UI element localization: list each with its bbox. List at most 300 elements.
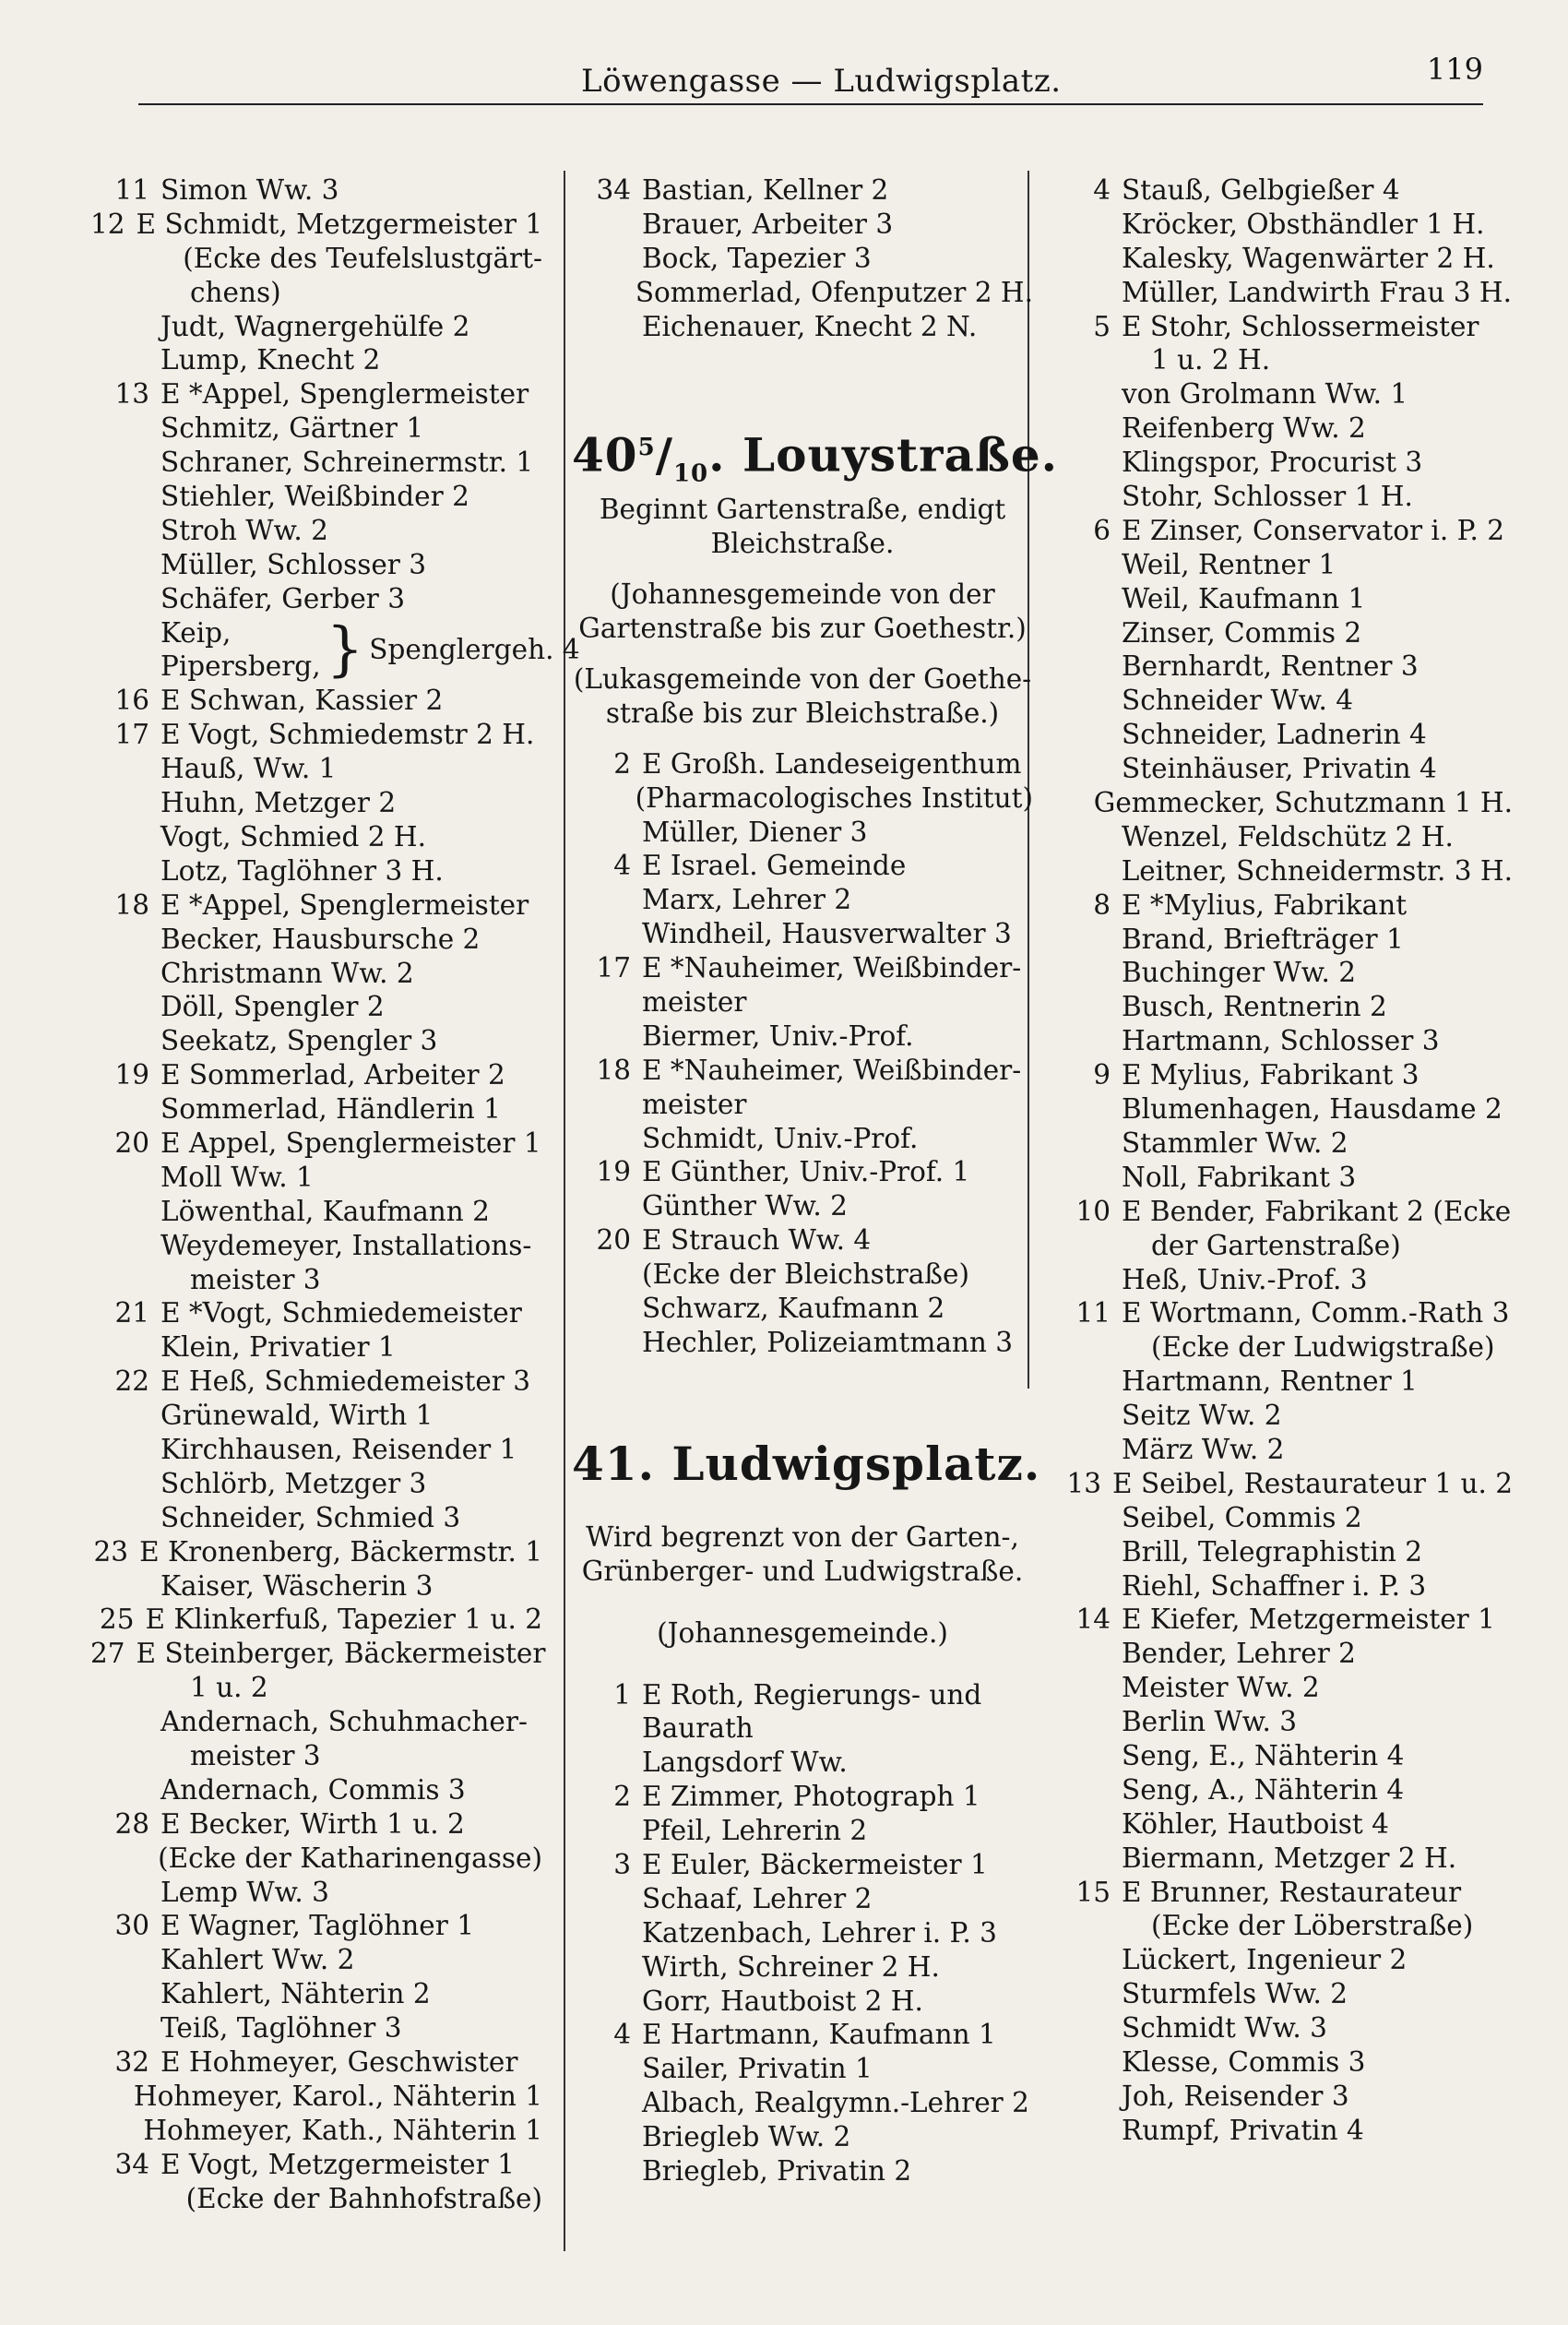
entry-text: E Kronenberg, Bäckermstr. 1 [139, 1535, 542, 1568]
directory-entry [1051, 548, 1513, 582]
directory-entry [572, 1678, 1033, 1712]
directory-entry [90, 990, 542, 1024]
directory-entry [1051, 2011, 1513, 2045]
entry-text: E Zimmer, Photograph 1 [642, 1781, 980, 1813]
directory-entry [1051, 956, 1513, 990]
directory-entry [90, 1195, 542, 1229]
entry-text: E Seibel, Restaurateur 1 u. 2 [1112, 1467, 1513, 1499]
section-41-title: 41. Ludwigsplatz. [572, 1436, 1041, 1491]
directory-entry [572, 951, 1033, 985]
entry-text: Schmidt, Univ.-Prof. [642, 1122, 919, 1154]
entry-text: Weil, Rentner 1 [1122, 548, 1336, 580]
entry-text: Stohr, Schlosser 1 H. [1122, 481, 1413, 513]
directory-entry [1051, 752, 1513, 786]
directory-entry [90, 1909, 542, 1943]
column-3 [1051, 173, 1513, 2148]
entry-text: Löwenthal, Kaufmann 2 [160, 1195, 490, 1227]
entry-text: Hohmeyer, Karol., Nähterin 1 [133, 2080, 542, 2112]
house-number: 3 [613, 1848, 631, 1880]
entry-text: Steinhäuser, Privatin 4 [1122, 753, 1437, 785]
section-40-fraction-denominator: 10 [672, 460, 709, 489]
entry-text: Hauß, Ww. 1 [160, 753, 337, 785]
directory-entry [90, 1229, 542, 1263]
parish-note-line: (Johannesgemeinde von der [610, 578, 995, 611]
directory-entry [1051, 2080, 1513, 2114]
directory-entry [572, 1950, 1033, 1985]
section-40-description [572, 493, 1033, 561]
entry-text: Schäfer, Gerber 3 [160, 582, 406, 614]
directory-entry [90, 1127, 542, 1161]
house-number: 10 [1075, 1195, 1111, 1227]
entry-text: Lemp Ww. 3 [160, 1876, 329, 1908]
directory-entry [1051, 173, 1513, 208]
house-number: 22 [114, 1365, 149, 1398]
entry-text: Müller, Landwirth Frau 3 H. [1122, 276, 1513, 308]
directory-entry [90, 1024, 542, 1058]
directory-entry [1051, 310, 1513, 344]
entry-text: E Zinser, Conservator i. P. 2 [1122, 514, 1505, 546]
directory-entry [1051, 377, 1513, 411]
entry-text: Heß, Univ.-Prof. 3 [1122, 1263, 1368, 1295]
directory-entry [90, 1296, 542, 1330]
entry-text: Windheil, Hausverwalter 3 [642, 918, 1012, 950]
directory-entry [90, 1671, 542, 1705]
directory-entry [572, 849, 1033, 883]
house-number: 11 [1075, 1297, 1111, 1329]
directory-entry [1051, 1637, 1513, 1671]
directory-entry [1051, 2114, 1513, 2148]
entry-text: von Grolmann Ww. 1 [1122, 378, 1408, 411]
column-divider-1 [564, 171, 565, 2251]
house-number: 11 [114, 174, 149, 206]
directory-entry [90, 2148, 542, 2182]
entry-text: Schraner, Schreinermstr. 1 [160, 447, 534, 479]
entry-text: Berlin Ww. 3 [1122, 1706, 1298, 1738]
entry-text: Huhn, Metzger 2 [160, 787, 397, 819]
directory-entry [90, 752, 542, 786]
entry-text: Kaiser, Wäscherin 3 [160, 1569, 434, 1602]
entry-text: (Ecke des Teufelslustgärt- [183, 242, 542, 274]
entry-text: meister [642, 986, 747, 1019]
house-number: 14 [1075, 1604, 1111, 1636]
house-number: 25 [99, 1604, 135, 1636]
house-number: 28 [114, 1807, 149, 1840]
entry-text: Bock, Tapezier 3 [642, 242, 872, 274]
entry-text: E Becker, Wirth 1 u. 2 [160, 1807, 465, 1840]
directory-entry [1051, 1229, 1513, 1263]
house-number: 6 [1093, 514, 1111, 546]
directory-entry [1051, 616, 1513, 650]
entry-text: 1 u. 2 [190, 1672, 268, 1704]
directory-entry [572, 208, 1033, 242]
directory-entry [90, 1330, 542, 1365]
directory-entry [1051, 343, 1513, 377]
entry-text: Klesse, Commis 3 [1122, 2045, 1366, 2078]
entry-text: Seibel, Commis 2 [1122, 1501, 1362, 1533]
entry-text: E Vogt, Metzgermeister 1 [160, 2148, 515, 2180]
directory-entry [90, 343, 542, 377]
parish-note-line: straße bis zur Bleichstraße.) [605, 697, 1000, 729]
section-41-description [572, 1520, 1033, 1589]
entry-text: E Großh. Landeseigenthum [642, 747, 1022, 780]
directory-entry [1051, 1739, 1513, 1773]
house-number: 12 [90, 208, 125, 240]
entry-text: Günther Ww. 2 [642, 1190, 848, 1222]
directory-entry [90, 1807, 542, 1842]
entry-text: Schmidt Ww. 3 [1122, 2012, 1327, 2045]
entry-text: Seng, E., Nähterin 4 [1122, 1739, 1405, 1771]
entry-text: E *Nauheimer, Weißbinder- [642, 952, 1022, 984]
directory-entry [572, 1155, 1033, 1189]
section-description-line: Beginnt Gartenstraße, endigt [599, 494, 1006, 526]
entry-text: Reifenberg Ww. 2 [1122, 412, 1366, 445]
entry-text: Kirchhausen, Reisender 1 [160, 1433, 517, 1465]
entry-text: Klein, Privatier 1 [160, 1331, 396, 1364]
house-number: 4 [613, 850, 631, 882]
column-2-continued-entries [572, 173, 1033, 343]
directory-entry [1051, 1705, 1513, 1739]
entry-text: E Wortmann, Comm.-Rath 3 [1122, 1297, 1510, 1329]
directory-entry [1051, 1671, 1513, 1705]
directory-entry [1051, 1501, 1513, 1535]
entry-text: Döll, Spengler 2 [160, 991, 385, 1023]
entry-text: Schmitz, Gärtner 1 [160, 412, 424, 445]
directory-entry [1051, 480, 1513, 514]
directory-entry [90, 1467, 542, 1501]
house-number: 8 [1093, 888, 1111, 921]
directory-entry [90, 480, 542, 514]
directory-entry [572, 747, 1033, 781]
directory-entry [90, 208, 542, 242]
entry-text: Kahlert, Nähterin 2 [160, 1978, 431, 2010]
directory-entry [90, 377, 542, 411]
entry-text: Joh, Reisender 3 [1122, 2080, 1349, 2112]
house-number: 17 [596, 952, 631, 984]
directory-entry [90, 411, 542, 446]
section-40-parish-note-1 [572, 578, 1033, 646]
section-description-line: Wird begrenzt von der Garten-, [586, 1520, 1019, 1553]
directory-entry [90, 1943, 542, 1977]
entry-text: Kahlert Ww. 2 [160, 1944, 355, 1976]
entry-text: E Heß, Schmiedemeister 3 [160, 1365, 531, 1398]
house-number: 20 [596, 1224, 631, 1257]
entry-text: Brill, Telegraphistin 2 [1122, 1535, 1423, 1568]
directory-entry [572, 2086, 1033, 2120]
directory-entry [90, 1569, 542, 1604]
entry-text: Lückert, Ingenieur 2 [1122, 1944, 1408, 1976]
entry-text: Schaaf, Lehrer 2 [642, 1882, 873, 1914]
directory-entry [90, 1535, 542, 1569]
entry-text: Hohmeyer, Kath., Nähterin 1 [143, 2114, 542, 2146]
entry-text: E Mylius, Fabrikant 3 [1122, 1059, 1420, 1091]
entry-text: März Ww. 2 [1122, 1433, 1285, 1465]
house-number: 1 [613, 1678, 631, 1711]
braced-name: Keip, [160, 616, 232, 649]
directory-entry [90, 1501, 542, 1535]
entry-text: Bernhardt, Rentner 3 [1122, 650, 1419, 683]
header-rule [138, 103, 1483, 105]
entry-text: Noll, Fabrikant 3 [1122, 1161, 1357, 1193]
entry-text: Briegleb Ww. 2 [642, 2121, 851, 2153]
page-number: 119 [1426, 52, 1483, 87]
entry-text: Brauer, Arbeiter 3 [642, 208, 894, 240]
directory-entry [90, 1977, 542, 2011]
entry-text: E Bender, Fabrikant 2 (Ecke [1122, 1195, 1512, 1227]
directory-entry [90, 310, 542, 344]
entry-text: Schlörb, Metzger 3 [160, 1467, 427, 1499]
entry-text: Kalesky, Wagenwärter 2 H. [1122, 242, 1495, 274]
entry-text: (Ecke der Bleichstraße) [642, 1258, 969, 1291]
entry-text: Sommerlad, Händlerin 1 [160, 1093, 501, 1126]
directory-entry [572, 1019, 1033, 1054]
house-number: 5 [1093, 310, 1111, 342]
directory-entry [90, 582, 542, 616]
directory-entry [90, 957, 542, 991]
entry-text: Biermann, Metzger 2 H. [1122, 1842, 1457, 1874]
directory-entry [572, 1122, 1033, 1156]
directory-entry [1051, 1569, 1513, 1604]
directory-entry [90, 173, 542, 208]
entry-text: Andernach, Commis 3 [160, 1773, 466, 1806]
house-number: 17 [114, 719, 149, 751]
house-number: 15 [1075, 1876, 1111, 1908]
entry-text: Busch, Rentnerin 2 [1122, 991, 1387, 1023]
entry-text: Brand, Briefträger 1 [1122, 923, 1404, 955]
entry-text: Stauß, Gelbgießer 4 [1122, 174, 1400, 206]
brace-glyph: } [326, 615, 364, 685]
entry-text: E Wagner, Taglöhner 1 [160, 1910, 474, 1942]
directory-entry [1051, 514, 1513, 548]
house-number: 18 [596, 1054, 631, 1086]
entry-text: Lump, Knecht 2 [160, 344, 381, 376]
directory-entry [1051, 718, 1513, 752]
entry-text: Hartmann, Rentner 1 [1122, 1365, 1418, 1398]
entry-text: Stroh Ww. 2 [160, 514, 328, 546]
directory-entry [1051, 411, 1513, 446]
directory-entry [1051, 242, 1513, 276]
directory-entry [90, 1876, 542, 1910]
directory-entry [90, 276, 542, 310]
directory-entry [90, 2182, 542, 2216]
entry-text: E *Appel, Spenglermeister [160, 378, 529, 411]
directory-entry [1051, 1263, 1513, 1297]
entry-text: chens) [190, 276, 281, 308]
directory-entry [572, 2154, 1033, 2188]
section-40-entries [572, 747, 1033, 1360]
house-number: 13 [1066, 1467, 1102, 1499]
directory-entry [1051, 1977, 1513, 2011]
directory-entry [90, 1739, 542, 1773]
directory-entry [90, 548, 542, 582]
entry-text: Sailer, Privatin 1 [642, 2053, 873, 2085]
entry-text: Schneider, Ladnerin 4 [1122, 719, 1427, 751]
entry-text: Blumenhagen, Hausdame 2 [1122, 1093, 1503, 1126]
entry-text: E Steinberger, Bäckermeister [136, 1638, 546, 1670]
entry-text: Albach, Realgymn.-Lehrer 2 [642, 2087, 1029, 2119]
entry-text: meister 3 [190, 1263, 321, 1295]
entry-text: Biermer, Univ.-Prof. [642, 1019, 914, 1052]
directory-entry [1051, 1467, 1513, 1501]
directory-entry [90, 1637, 546, 1671]
directory-entry [572, 1848, 1033, 1882]
entry-text: Vogt, Schmied 2 H. [160, 820, 426, 852]
entry-text: Meister Ww. 2 [1122, 1672, 1320, 1704]
directory-entry [90, 718, 542, 752]
entry-text: Becker, Hausbursche 2 [160, 923, 481, 955]
entry-text: (Ecke der Ludwigstraße) [1151, 1331, 1495, 1364]
entry-text: Wirth, Schreiner 2 H. [642, 1950, 940, 1983]
house-number: 34 [596, 174, 631, 206]
directory-entry [90, 1433, 542, 1467]
directory-entry [1051, 786, 1513, 820]
directory-entry [572, 917, 1033, 951]
entry-text: E Kiefer, Metzgermeister 1 [1122, 1604, 1495, 1636]
directory-entry [1051, 276, 1513, 310]
entry-text: Schwarz, Kaufmann 2 [642, 1293, 945, 1325]
entry-text: E Israel. Gemeinde [642, 850, 907, 882]
directory-entry [90, 820, 542, 854]
directory-entry [1051, 923, 1513, 957]
entry-text: Judt, Wagnergehülfe 2 [160, 310, 470, 342]
entry-text: Pfeil, Lehrerin 2 [642, 1815, 868, 1847]
directory-entry [90, 1842, 542, 1876]
directory-entry [90, 888, 542, 923]
directory-entry [572, 2018, 1033, 2052]
directory-entry [1051, 582, 1513, 616]
directory-entry [572, 1258, 1033, 1292]
section-41-parish-note [572, 1616, 1033, 1651]
directory-entry [1051, 1127, 1513, 1161]
directory-entry [572, 1985, 1033, 2019]
directory-entry [1051, 1330, 1513, 1365]
directory-entry [90, 2011, 542, 2045]
entry-text: E Günther, Univ.-Prof. 1 [642, 1156, 970, 1188]
section-40-title: $40^5/_{10}$. Louystraße. [572, 428, 1059, 489]
directory-entry [1051, 1807, 1513, 1842]
directory-entry [572, 1088, 1033, 1122]
directory-entry [90, 1092, 542, 1127]
entry-text: Buchinger Ww. 2 [1122, 957, 1357, 989]
directory-entry [572, 1326, 1033, 1360]
directory-entry [572, 883, 1033, 917]
house-number: 2 [613, 747, 631, 780]
entry-text: Müller, Schlosser 3 [160, 548, 427, 580]
directory-entry [1051, 1161, 1513, 1195]
column-1 [90, 173, 580, 2215]
entry-text: Leitner, Schneidermstr. 3 H. [1121, 854, 1513, 887]
house-number: 4 [613, 2019, 631, 2051]
directory-entry [572, 1054, 1033, 1088]
directory-entry [90, 1365, 542, 1399]
directory-entry [90, 1161, 542, 1195]
column-2 [572, 173, 1059, 2188]
directory-entry [572, 816, 1033, 850]
entry-text: Sturmfels Ww. 2 [1122, 1978, 1348, 2010]
directory-entry [1051, 208, 1513, 242]
entry-text: Andernach, Schuhmacher- [160, 1706, 528, 1738]
entry-text: E *Nauheimer, Weißbinder- [642, 1054, 1022, 1086]
entry-text: Hechler, Polizeiamtmann 3 [642, 1326, 1014, 1358]
entry-text: Müller, Diener 3 [642, 816, 868, 848]
section-description-line: Bleichstraße. [710, 528, 895, 560]
entry-text: der Gartenstraße) [1151, 1229, 1401, 1261]
parish-note-line: (Lukasgemeinde von der Goethe- [573, 663, 1032, 696]
entry-text: E Brunner, Restaurateur [1122, 1876, 1462, 1908]
section-40-fraction-numerator: 5 [637, 434, 656, 462]
entry-text: Simon Ww. 3 [160, 174, 339, 206]
entry-text: Teiß, Taglöhner 3 [160, 2012, 402, 2045]
directory-entry [572, 1882, 1033, 1916]
entry-text: E *Mylius, Fabrikant [1122, 888, 1408, 921]
entry-text: E *Appel, Spenglermeister [160, 888, 529, 921]
entry-text: (Ecke der Löberstraße) [1151, 1910, 1474, 1942]
directory-entry [572, 276, 1033, 310]
directory-entry [90, 1705, 542, 1739]
directory-entry [1051, 1365, 1513, 1399]
directory-entry [1051, 650, 1513, 684]
entry-text: E Sommerlad, Arbeiter 2 [160, 1059, 505, 1091]
house-number: 34 [114, 2148, 149, 2180]
house-number: 32 [114, 2046, 149, 2078]
entry-text: Wenzel, Feldschütz 2 H. [1122, 820, 1454, 852]
entry-text: Stammler Ww. 2 [1122, 1127, 1348, 1159]
house-number: 21 [114, 1297, 149, 1329]
house-number: 9 [1093, 1059, 1111, 1091]
entry-text: Kröcker, Obsthändler 1 H. [1122, 208, 1485, 240]
braced-entry [90, 615, 580, 685]
section-40-number: 40 [572, 428, 638, 483]
directory-entry [90, 1399, 542, 1433]
directory-entry [572, 2120, 1033, 2154]
section-40-street-name: . Louystraße. [708, 428, 1059, 483]
entry-text: Klingspor, Procurist 3 [1122, 447, 1423, 479]
entry-text: Seng, A., Nähterin 4 [1122, 1773, 1405, 1806]
entry-text: Köhler, Hautboist 4 [1122, 1807, 1389, 1840]
directory-entry [1051, 1603, 1513, 1637]
directory-entry [90, 786, 542, 820]
directory-entry [1051, 1296, 1513, 1330]
directory-entry [90, 2045, 542, 2080]
directory-entry [572, 1916, 1033, 1950]
entry-text: E Hohmeyer, Geschwister [160, 2046, 518, 2078]
entry-text: Langsdorf Ww. [642, 1747, 848, 1779]
entry-text: E Hartmann, Kaufmann 1 [642, 2019, 996, 2051]
entry-text: Rumpf, Privatin 4 [1122, 2114, 1364, 2146]
entry-text: Briegleb, Privatin 2 [642, 2154, 912, 2187]
directory-entry [1051, 1433, 1513, 1467]
entry-text: Sommerlad, Ofenputzer 2 H. [635, 276, 1033, 308]
directory-entry [1051, 1024, 1513, 1058]
directory-entry [90, 242, 542, 276]
entry-text: Weil, Kaufmann 1 [1122, 582, 1366, 614]
entry-text: Eichenauer, Knecht 2 N. [642, 310, 978, 342]
directory-entry [1051, 990, 1513, 1024]
directory-entry [1051, 1195, 1513, 1229]
directory-entry [572, 173, 1033, 208]
directory-entry [572, 242, 1033, 276]
directory-entry [572, 310, 1033, 344]
house-number: 2 [613, 1781, 631, 1813]
entry-text: Lotz, Taglöhner 3 H. [160, 854, 444, 887]
directory-entry [1051, 1773, 1513, 1807]
house-number: 27 [90, 1638, 125, 1670]
entry-text: Weydemeyer, Installations- [160, 1229, 532, 1261]
entry-text: Riehl, Schaffner i. P. 3 [1122, 1569, 1427, 1602]
entry-text: Seekatz, Spengler 3 [160, 1025, 438, 1057]
section-41-entries [572, 1678, 1033, 2188]
entry-text: E Roth, Regierungs- und [642, 1678, 982, 1711]
entry-text: E Schmidt, Metzgermeister 1 [136, 208, 543, 240]
